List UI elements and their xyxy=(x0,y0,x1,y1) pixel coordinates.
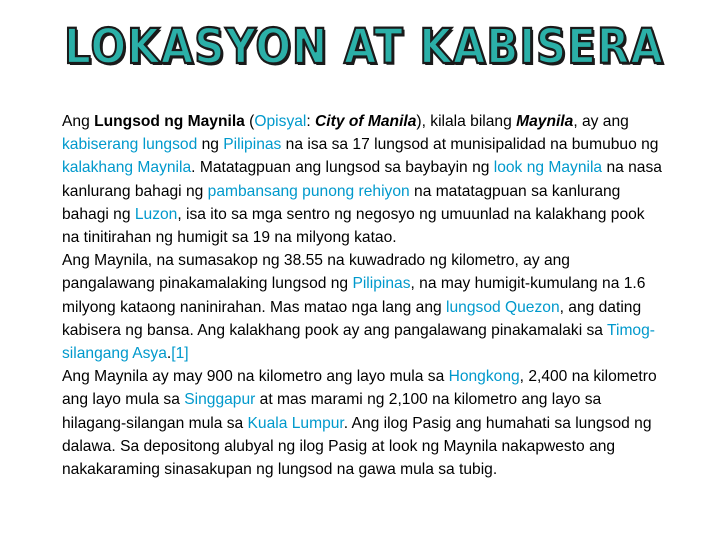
text: ), kilala bilang xyxy=(416,113,517,130)
link-pilipinas[interactable]: Pilipinas xyxy=(352,275,411,293)
slide-body xyxy=(62,110,662,481)
link-kabiserang-lungsod[interactable]: kabiserang lungsod xyxy=(62,136,198,154)
link-reference-1[interactable]: [1] xyxy=(171,345,189,363)
text: , ay ang xyxy=(573,113,629,130)
link-pilipinas[interactable]: Pilipinas xyxy=(223,136,282,154)
bold-italic-text: Maynila xyxy=(516,113,574,130)
text: ng xyxy=(197,136,224,154)
link-singgapur[interactable]: Singgapur xyxy=(184,391,256,409)
link-hongkong[interactable]: Hongkong xyxy=(448,368,520,386)
text: at mas marami ng 2,100 na kilometro ang layo sa hilagang-silangan mula sa xyxy=(62,391,602,432)
bold-italic-text: City of Manila xyxy=(315,113,417,130)
text: , 2,400 na kilometro ang layo mula sa xyxy=(62,368,657,409)
paragraph-2 xyxy=(62,249,662,365)
text: , isa ito sa mga sentro ng negosyo ng umuunlad na kalakhang pook na tinitirahan ng humigit sa 19 na milyong katao. xyxy=(62,205,645,247)
link-lungsod-quezon[interactable]: lungsod Quezon xyxy=(446,298,560,316)
slide-title: LOKASYON AT KABISERA xyxy=(64,18,664,75)
bold-text: Lungsod ng Maynila xyxy=(94,113,245,130)
text: Ang Maynila ay may 900 na kilometro ang layo mula sa xyxy=(62,368,449,386)
text: , ang dating kabisera ng bansa. Ang kalakhang pook ay ang pangalawang pinakamalaki sa xyxy=(62,298,642,339)
text: na matatagpuan sa kanlurang bahagi ng xyxy=(62,182,621,223)
link-pambansang-punong-rehiyon[interactable]: pambansang punong rehiyon xyxy=(207,182,410,200)
link-luzon[interactable]: Luzon xyxy=(134,205,178,223)
text: , na may humigit-kumulang na 1.6 milyong kataong naninirahan. Mas matao nga lang ang xyxy=(62,275,646,316)
text: na nasa kanlurang bahagi ng xyxy=(62,159,662,200)
text: Ang xyxy=(62,113,95,130)
text: na isa sa 17 lungsod at munisipalidad na bumubuo ng xyxy=(281,136,659,154)
link-timog-silangang-asya[interactable]: Timog-silangang Asya xyxy=(62,321,655,363)
link-kuala-lumpur[interactable]: Kuala Lumpur xyxy=(247,414,344,432)
text: Ang Maynila, na sumasakop ng 38.55 na kuwadrado ng kilometro, ay ang pangalawang pinakamalaking lungsod ng xyxy=(62,252,570,293)
paragraph-3 xyxy=(62,365,662,481)
text: . Matatagpuan ang lungsod sa baybayin ng xyxy=(191,159,494,177)
text: ( xyxy=(244,113,255,130)
paragraph-1 xyxy=(62,110,662,249)
text: : xyxy=(306,113,316,130)
link-kalakhang-maynila[interactable]: kalakhang Maynila xyxy=(62,159,192,177)
link-look-ng-maynila[interactable]: look ng Maynila xyxy=(493,159,603,177)
text: . xyxy=(166,345,172,363)
text: . Ang ilog Pasig ang humahati sa lungsod ng dalawa. Sa depositong alubyal ng ilog Pasig at look ng Maynila nakapwesto ang nakakaraming sinasakupan ng lungsod na gawa mula sa tubig. xyxy=(62,414,652,479)
link-opisyal[interactable]: Opisyal xyxy=(254,113,307,130)
